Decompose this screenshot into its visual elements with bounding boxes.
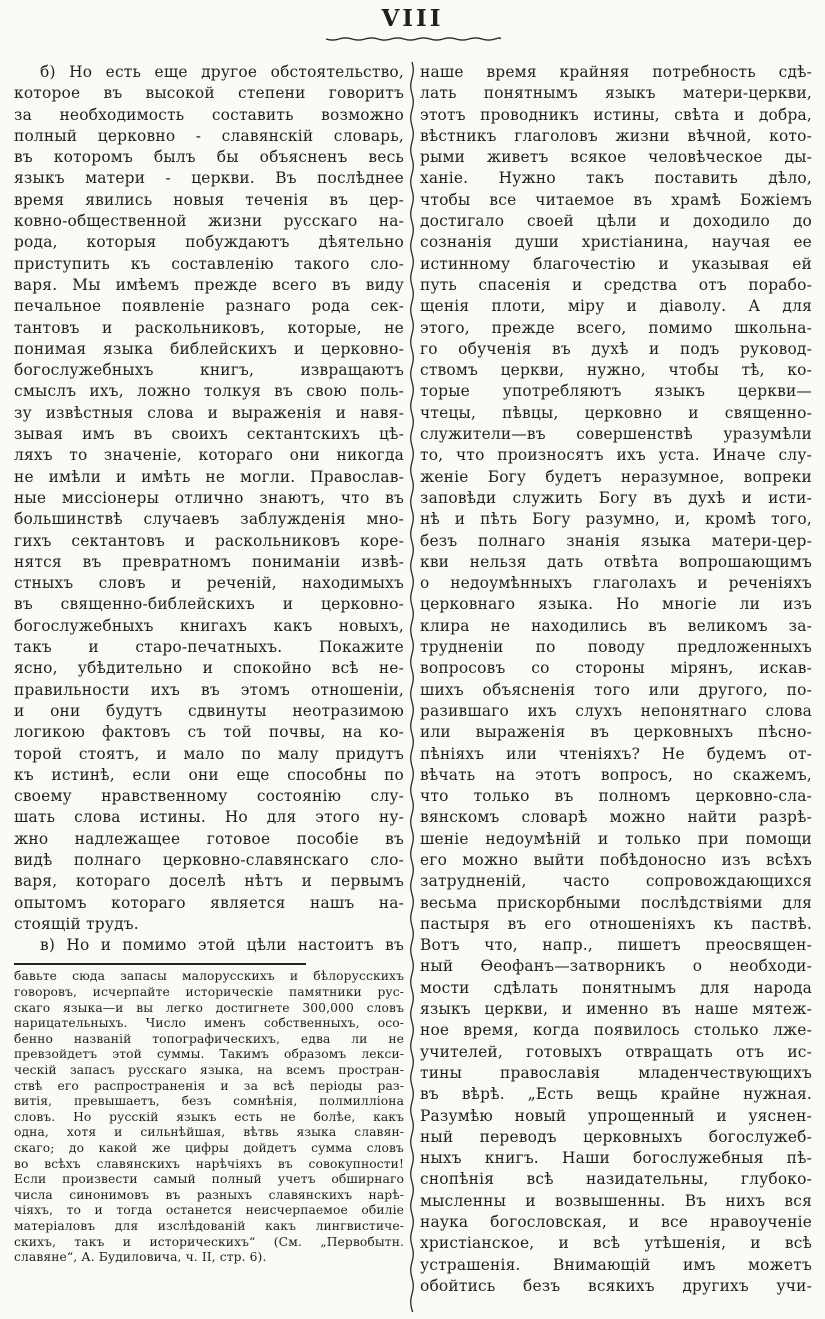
footnote-text	[14, 969, 404, 1265]
text-line: пѣніяхъ или чтеніяхъ? Не будемъ от-	[420, 744, 812, 763]
text-line: что только въ полномъ церковно-сла-	[420, 787, 812, 806]
text-line: в) Но и помимо этой цѣли настоитъ въ	[40, 936, 404, 955]
text-line: церковнаго языка. Но многіе ли изъ	[420, 595, 812, 614]
text-line: видѣ полнаго церковно-славянскаго сло-	[14, 850, 404, 869]
text-line: къ истинѣ, если они еще способны по	[14, 765, 404, 784]
text-line: превзойдетъ этой суммы. Такимъ образомъ лекси-	[14, 1047, 404, 1062]
text-line: женіе Богу будетъ неразумное, вопреки	[420, 467, 812, 486]
text-line: числа синонимовъ въ разныхъ славянскихъ нарѣ-	[14, 1187, 404, 1202]
text-line: пастыря въ его отношеніяхъ къ паствѣ.	[420, 914, 812, 933]
text-line: смыслъ ихъ, ложно толкуя въ свою поль-	[14, 382, 404, 401]
text-line: нарицательныхъ. Число именъ собственныхъ, осо-	[14, 1016, 404, 1031]
text-line: печальное появленіе разнаго рода сек-	[14, 297, 404, 316]
text-line: въ которомъ былъ бы объясненъ весь	[14, 148, 404, 167]
text-line: ческій запасъ русскаго языка, на всемъ простран-	[14, 1063, 404, 1078]
text-line: Если произвести самый полный учетъ обширнаго	[14, 1172, 404, 1187]
text-line: устрашенія. Внимающій имъ можетъ	[420, 1255, 812, 1274]
text-line: шеніе недоумѣній и только при помощи	[420, 829, 812, 848]
text-line: учителей, готовыхъ отвращать отъ ис-	[420, 1042, 812, 1061]
text-line: весьма прискорбными послѣдствіями для	[420, 893, 812, 912]
text-line: тантовъ и раскольниковъ, которые, не	[14, 318, 404, 337]
text-line: этотъ проводникъ истины, свѣта и добра,	[420, 105, 812, 124]
text-line: мости сдѣлать понятнымъ для народа	[420, 978, 812, 997]
text-line: обойтись безъ всякихъ другихъ учи-	[420, 1276, 812, 1295]
text-line: одна, хотя и сильнѣйшая, вѣтвь языка славян-	[14, 1125, 404, 1140]
text-line: не имѣли и имѣть не могли. Православ-	[14, 467, 404, 486]
text-line: жно надлежащее готовое пособіе въ	[14, 829, 404, 848]
text-line: го обученія въ духѣ и подъ руковод-	[420, 339, 812, 358]
text-line: ханіе. Нужно такъ поставить дѣло,	[420, 169, 812, 188]
text-line: рода, которыя побуждаютъ дѣятельно	[14, 233, 404, 252]
text-line: матеріаловъ для изслѣдованій какъ лингвистиче-	[14, 1218, 404, 1233]
text-line: стныхъ словъ и реченій, находимыхъ	[14, 574, 404, 593]
text-line: бенно названій топографическихъ, едва ли не	[14, 1031, 404, 1046]
text-line: логикою фактовъ съ той почвы, на ко-	[14, 723, 404, 742]
text-line: нѣ и пѣть Богу разумно, и, кромѣ того,	[420, 510, 812, 529]
text-line: скаго; до какой же цифры дойдетъ сумма словъ	[14, 1141, 404, 1155]
text-line: славяне“, А. Будиловича, ч. II, стр. 6).	[14, 1250, 267, 1265]
text-line: за необходимость составить возможно	[14, 105, 404, 124]
text-line: говоровъ, исчерпайте историческіе памятники рус-	[14, 985, 404, 1000]
text-line: правильности ихъ въ этомъ отношеніи,	[14, 680, 404, 699]
text-line: путь спасенія и средства отъ порабо-	[420, 275, 812, 294]
text-line: трудненіи по поводу предложенныхъ	[420, 638, 812, 657]
text-line: чтобы все читаемое въ храмѣ Божіемъ	[420, 190, 812, 209]
text-line: кви нельзя дать отвѣта вопрошающимъ	[420, 552, 812, 571]
text-line: рыми живетъ всякое человѣческое ды-	[420, 148, 812, 167]
text-line: б) Но есть еще другое обстоятельство,	[40, 63, 404, 81]
two-column-text-area	[14, 62, 812, 1312]
text-line: время явились новыя теченія въ цер-	[14, 190, 404, 209]
text-line: торой стоятъ, и мало по малу придутъ	[14, 744, 404, 763]
text-line: наука богословская, и все нравоученіе	[420, 1213, 812, 1232]
text-line: большинствѣ случаевъ заблужденія мно-	[14, 510, 404, 529]
text-line: щенія плоти, міру и діаволу. А для	[420, 297, 812, 316]
text-line: шихъ объясненія того или другого, по-	[420, 680, 812, 699]
right-column	[420, 62, 812, 1312]
text-line: ный переводъ церковныхъ богослужеб-	[420, 1127, 812, 1146]
text-line: шать слова истины. Но для этого ну-	[14, 808, 404, 827]
text-line: ные миссіонеры отлично знаютъ, что въ	[14, 488, 404, 507]
text-line: затрудненій, часто сопровождающихся	[420, 872, 812, 891]
text-line: въ священно-библейскихъ и церковно-	[14, 595, 404, 614]
text-line: нятся въ превратномъ пониманіи извѣ-	[14, 552, 404, 571]
text-line: своему нравственному состоянію слу-	[14, 787, 404, 806]
header-rule-decoration	[325, 35, 501, 43]
text-line: скихъ, такъ и историческихъ“ (См. „Первобытн.	[14, 1234, 404, 1249]
text-line: ствѣ его распространенія и за всѣ періоды раз-	[14, 1078, 404, 1093]
text-line: богослужебныхъ книгъ, извращаютъ	[14, 361, 404, 380]
text-line: скаго языка—и вы легко достигнете 300,000 словъ	[14, 1000, 404, 1015]
text-line: языкъ матери - церкви. Въ послѣднее	[14, 169, 404, 188]
text-line: полный церковно - славянскій словарь,	[14, 126, 404, 145]
left-column-body-text	[14, 62, 404, 956]
text-line: о недоумѣнныхъ глаголахъ и реченіяхъ	[420, 574, 812, 593]
text-line: торые употребляютъ языкъ церкви—	[420, 382, 812, 401]
text-line: этого, прежде всего, помимо школьна-	[420, 318, 812, 337]
text-line: заповѣди служить Богу въ духѣ и исти-	[420, 488, 812, 507]
text-line: христіанское, и всѣ утѣшенія, и всѣ	[420, 1234, 812, 1253]
text-line: служители—въ совершенствѣ уразумѣли	[420, 425, 812, 444]
text-line: ныхъ книгъ. Наши богослужебныя пѣ-	[420, 1149, 812, 1168]
text-line: богослужебныхъ книгахъ какъ новыхъ,	[14, 616, 404, 635]
column-divider-rule	[406, 62, 418, 1312]
text-line: словъ. Но русскій языкъ есть не болѣе, какъ	[14, 1109, 404, 1124]
page-number: VIII	[381, 5, 444, 32]
text-line: ясно, убѣдительно и спокойно всѣ не-	[14, 659, 404, 678]
text-line: его можно выйти побѣдоносно изъ всѣхъ	[420, 850, 812, 869]
text-line: стоящій трудъ.	[14, 914, 139, 933]
page-header	[0, 6, 825, 43]
text-line: приступить къ составленію такого сло-	[14, 254, 404, 273]
text-line: понимая языка библейскихъ и церковно-	[14, 339, 404, 358]
text-line: такъ и старо-печатныхъ. Покажите	[14, 638, 404, 657]
text-line: бавьте сюда запасы малорусскихъ и бѣлорусскихъ	[14, 969, 404, 984]
text-line: зывая имъ въ своихъ сектантскихъ цѣ-	[14, 425, 404, 444]
text-line: или выраженія въ церковныхъ пѣсно-	[420, 723, 812, 742]
text-line: сознанія души христіанина, научая ее	[420, 233, 812, 252]
text-line: языкъ церкви, и именно въ наше мятеж-	[420, 1000, 812, 1019]
text-line: то, что произносятъ ихъ уста. Иначе слу-	[420, 446, 812, 465]
text-line: варя, котораго доселѣ нѣтъ и первымъ	[14, 872, 404, 891]
text-line: вѣчать на этотъ вопросъ, но скажемъ,	[420, 765, 812, 784]
text-line: Разумѣю новый упрощенный и уяснен-	[420, 1106, 812, 1125]
text-line: вѣстникъ глаголовъ жизни вѣчной, кото-	[420, 126, 812, 145]
text-line: которое въ высокой степени говоритъ	[14, 84, 404, 103]
text-line: вопросовъ со стороны мірянъ, искав-	[420, 659, 812, 678]
text-line: ствомъ церкви, нужно, чтобы тѣ, ко-	[420, 361, 812, 380]
text-line: мысленны и возвышенны. Въ нихъ вся	[420, 1191, 812, 1210]
text-line: во всѣхъ славянскихъ нарѣчіяхъ въ совокупности!	[14, 1156, 404, 1171]
text-line: вянскомъ словарѣ можно найти разрѣ-	[420, 808, 812, 827]
text-line: варя. Мы имѣемъ прежде всего въ виду	[14, 275, 404, 294]
text-line: зу извѣстныя слова и выраженія и навя-	[14, 403, 404, 422]
text-line: чіяхъ, то и тогда останется неисчерпаемое обиліе	[14, 1203, 404, 1218]
text-line: ное время, когда появилось столько лже-	[420, 1021, 812, 1040]
column-gutter	[404, 62, 420, 1312]
footnote-separator-rule	[14, 963, 306, 965]
left-column	[14, 62, 404, 1312]
text-line: ляхъ то значеніе, котораго они никогда	[14, 446, 404, 465]
text-line: снопѣнія всѣ назидательны, глубоко-	[420, 1170, 812, 1189]
text-line: разившаго ихъ слухъ непонятнаго слова	[420, 701, 812, 720]
text-line: клира не находились въ великомъ за-	[420, 616, 812, 635]
text-line: тины православія младенчествующихъ	[420, 1063, 812, 1082]
text-line: ный Ѳеофанъ—затворникъ о необходи-	[420, 957, 812, 976]
text-line: наше время крайняя потребность сдѣ-	[420, 63, 812, 81]
text-line: чтецы, пѣвцы, церковно и священно-	[420, 403, 812, 422]
text-line: достигало своей цѣли и доходило до	[420, 212, 812, 231]
text-line: Вотъ что, напр., пишетъ преосвящен-	[420, 936, 812, 955]
text-line: и они будутъ сдвинуты неотразимою	[14, 701, 404, 720]
text-line: лать понятнымъ языкъ матери-церкви,	[420, 84, 812, 103]
text-line: гихъ сектантовъ и раскольниковъ коре-	[14, 531, 404, 550]
text-line: безъ полнаго знанія языка матери-цер-	[420, 531, 812, 550]
text-line: ковно-общественной жизни русскаго на-	[14, 212, 404, 231]
text-line: опытомъ котораго является нашъ на-	[14, 893, 404, 912]
text-line: въ вѣрѣ. „Есть вещь крайне нужная.	[420, 1085, 812, 1104]
right-column-body-text	[420, 62, 812, 1297]
text-line: витія, превышаетъ, безъ сомнѣнія, полмилліона	[14, 1094, 404, 1109]
text-line: истинному благочестію и указывая ей	[420, 254, 812, 273]
